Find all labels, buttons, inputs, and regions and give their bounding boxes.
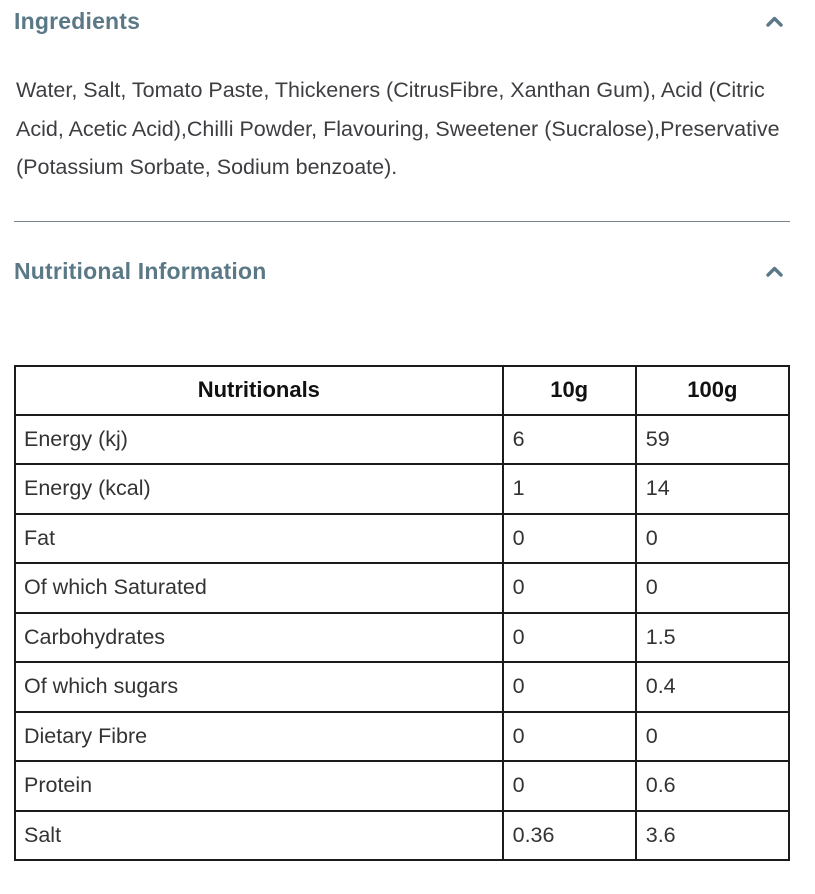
table-header-row [15, 366, 789, 415]
chevron-up-icon[interactable] [764, 263, 784, 279]
nutrition-accordion-header[interactable] [14, 258, 790, 285]
value-10g: 0 [503, 514, 636, 564]
table-row [15, 662, 789, 712]
table-row [15, 712, 789, 762]
value-100g: 0 [636, 514, 789, 564]
value-100g: 3.6 [636, 811, 789, 861]
nutrition-title: Nutritional Information [14, 257, 267, 284]
value-10g: 0 [503, 761, 636, 811]
ingredients-accordion-header[interactable] [14, 8, 790, 35]
nutrient-label: Fat [15, 514, 503, 564]
value-10g: 6 [503, 415, 636, 465]
nutrient-label: Carbohydrates [15, 613, 503, 663]
column-header-10g: 10g [503, 366, 636, 415]
nutrient-label: Dietary Fibre [15, 712, 503, 762]
nutrient-label: Of which sugars [15, 662, 503, 712]
table-row [15, 761, 789, 811]
table-row [15, 563, 789, 613]
table-row [15, 464, 789, 514]
nutrition-section [14, 258, 790, 862]
ingredients-title: Ingredients [14, 8, 141, 34]
value-100g: 14 [636, 464, 789, 514]
value-10g: 0 [503, 563, 636, 613]
nutrition-table [14, 365, 790, 862]
value-10g: 0 [503, 613, 636, 663]
nutrient-label: Energy (kcal) [15, 464, 503, 514]
value-100g: 0.4 [636, 662, 789, 712]
value-10g: 0.36 [503, 811, 636, 861]
value-100g: 0.6 [636, 761, 789, 811]
column-header-nutritionals: Nutritionals [15, 366, 503, 415]
nutrient-label: Protein [15, 761, 503, 811]
value-10g: 0 [503, 712, 636, 762]
value-100g: 59 [636, 415, 789, 465]
ingredients-section [14, 8, 790, 187]
chevron-up-icon[interactable] [764, 14, 784, 30]
table-row [15, 514, 789, 564]
value-100g: 1.5 [636, 613, 789, 663]
nutrient-label: Of which Saturated [15, 563, 503, 613]
nutrient-label: Salt [15, 811, 503, 861]
value-100g: 0 [636, 563, 789, 613]
table-row [15, 811, 789, 861]
value-100g: 0 [636, 712, 789, 762]
column-header-100g: 100g [636, 366, 789, 415]
value-10g: 1 [503, 464, 636, 514]
section-divider [14, 221, 790, 222]
table-row [15, 613, 789, 663]
ingredients-text: Water, Salt, Tomato Paste, Thickeners (CitrusFibre, Xanthan Gum), Acid (Citric Acid, Acetic Acid),Chilli Powder, Flavouring, Sweetener (Sucralose),Preservative (Potassium Sorbate, Sodium benzoate). [16, 78, 780, 179]
value-10g: 0 [503, 662, 636, 712]
table-row [15, 415, 789, 465]
nutrient-label: Energy (kj) [15, 415, 503, 465]
